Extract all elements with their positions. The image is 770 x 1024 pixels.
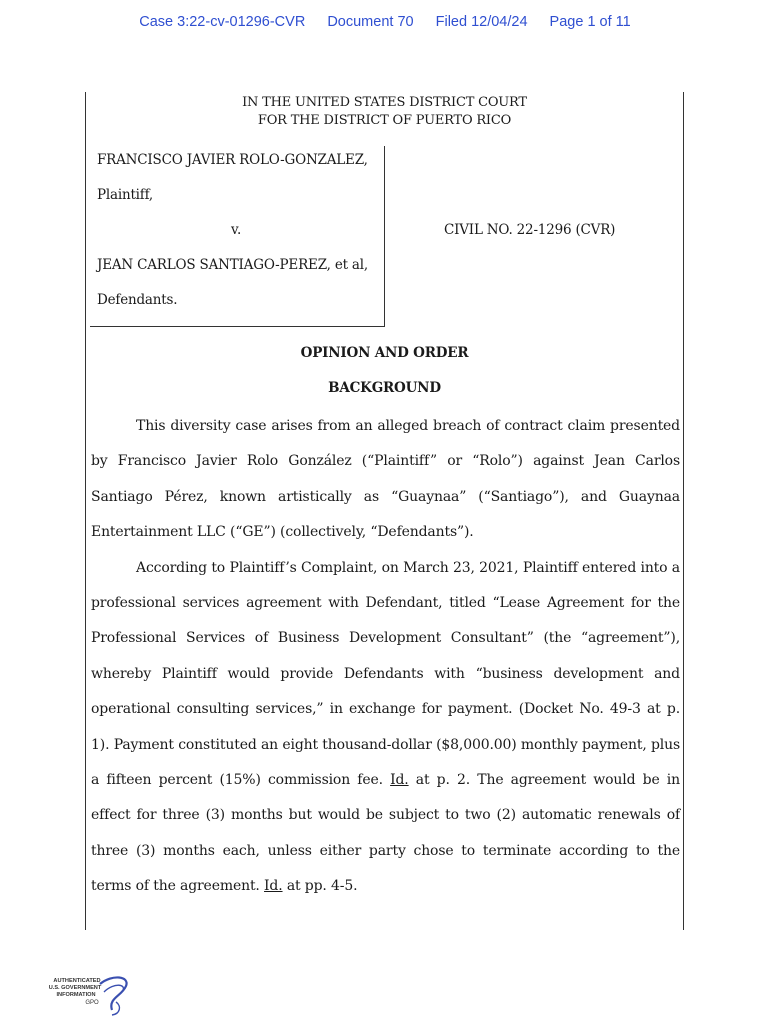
seal-text-4: GPO (85, 1000, 99, 1006)
opinion-body (91, 409, 680, 905)
seal-text-1: AUTHENTICATED (53, 978, 101, 984)
court-line-1: IN THE UNITED STATES DISTRICT COURT (242, 95, 527, 110)
versus-label: v. (231, 222, 242, 238)
citation-id-2: Id. (264, 878, 283, 895)
plaintiff-role: Plaintiff, (97, 187, 154, 203)
paragraph-2-part-3: at pp. 4-5. (282, 878, 358, 895)
background-heading: BACKGROUND (328, 380, 441, 396)
court-title (86, 94, 683, 130)
ecf-page-count: Page 1 of 11 (549, 14, 631, 30)
defendant-name: JEAN CARLOS SANTIAGO-PEREZ, et al, (97, 257, 368, 273)
paragraph-1: This diversity case arises from an alleged breach of contract claim presented by Francisco Javier Rolo González (“Plaintiff” or “Rolo”) against Jean Carlos Santiago Pérez, known artistically as “Guaynaa” (“Santiago”), and Guaynaa Entertainment LLC (“GE”) (collectively, “Defendants”). (91, 418, 680, 541)
ecf-filed-date: Filed 12/04/24 (435, 14, 528, 30)
paragraph-2 (91, 551, 680, 905)
ecf-document-number: Document 70 (327, 14, 414, 30)
left-margin-rule (85, 92, 86, 930)
gpo-authentication-seal-icon (42, 970, 132, 1018)
paragraph-2-part-2: at p. 2. The agreement would be in effect for three (3) months but would be subject to two (2) automatic renewals of three (3) months each, unless either party chose to terminate according to the terms of the agreement. (91, 772, 680, 895)
citation-id-1: Id. (390, 772, 409, 789)
plaintiff-name: FRANCISCO JAVIER ROLO-GONZALEZ, (97, 152, 368, 168)
paragraph-2-part-1: According to Plaintiff’s Complaint, on March 23, 2021, Plaintiff entered into a professional services agreement with Defendant, titled “Lease Agreement for the Professional Services of Business Development Consultant” (the “agreement”), whereby Plaintiff would provide Defendants with “business development and operational consulting services,” in exchange for payment. (Docket No. 49-3 at p. 1). Payment constituted an eight thousand-dollar ($8,000.00) monthly payment, plus a fifteen percent (15%) commission fee. (91, 559, 680, 789)
right-margin-rule (683, 92, 684, 930)
seal-text-2: U.S. GOVERNMENT (48, 985, 102, 991)
ecf-case-number: Case 3:22-cv-01296-CVR (139, 14, 306, 30)
ecf-header (0, 14, 770, 30)
defendant-role: Defendants. (97, 292, 178, 308)
court-line-2: FOR THE DISTRICT OF PUERTO RICO (257, 113, 512, 128)
opinion-heading: OPINION AND ORDER (300, 345, 469, 361)
seal-text-3: INFORMATION (56, 992, 96, 998)
civil-case-number: CIVIL NO. 22-1296 (CVR) (444, 222, 616, 238)
